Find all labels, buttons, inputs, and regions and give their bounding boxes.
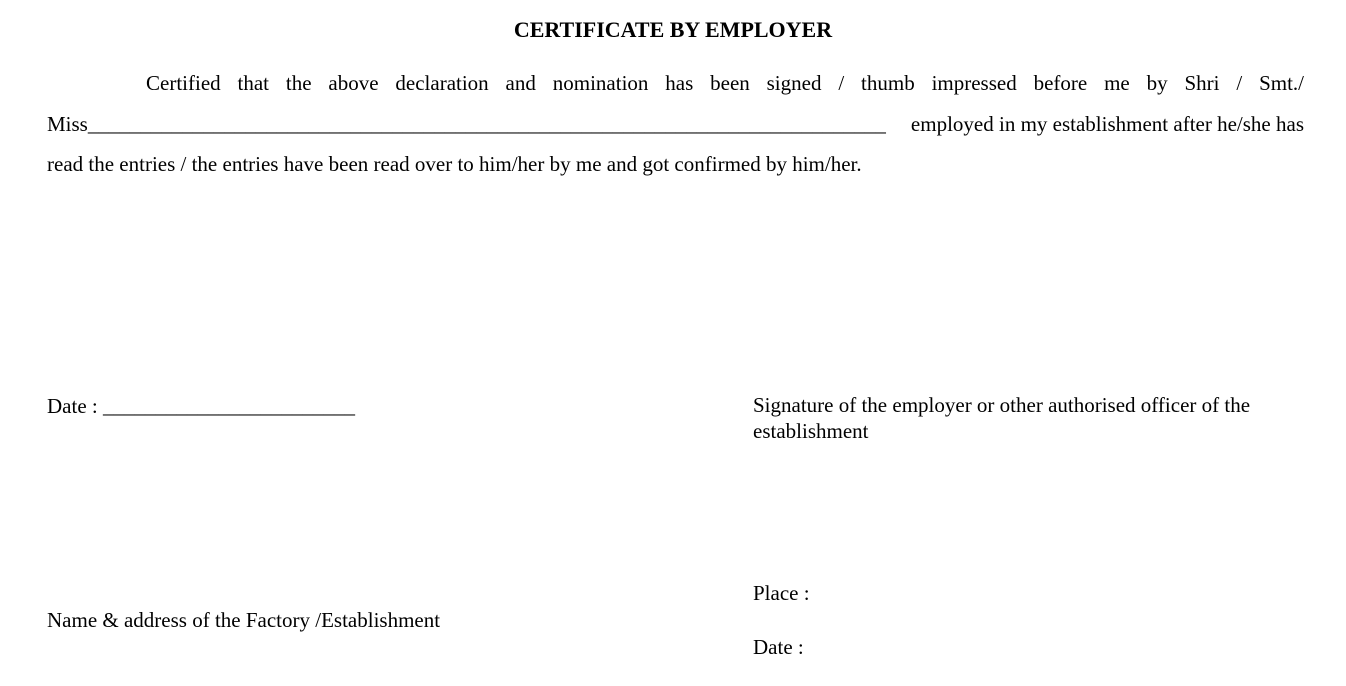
employee-name-blank: ____________________________________________________________________________ [87, 111, 886, 136]
signature-label: Signature of the employer or other authorised officer of the establishment [753, 393, 1251, 443]
certification-paragraph [47, 63, 1304, 185]
place-label: Place : [753, 581, 810, 605]
employed-text: employed in my establishment after he/she has [910, 111, 1304, 136]
paragraph-line-1: Certified that the above declaration and nomination has been signed / thumb impressed before me by Shri / Smt./ [146, 71, 1304, 95]
paragraph-line-2 [47, 104, 1304, 145]
page-title: CERTIFICATE BY EMPLOYER [513, 17, 833, 42]
date-label-right: Date : [753, 635, 804, 659]
paragraph-line-3: read the entries / the entries have been read over to him/her by me and got confirmed by him/her. [47, 152, 862, 176]
employee-name-field[interactable] [47, 104, 886, 145]
miss-label: Miss [47, 111, 88, 136]
date-label: Date : [47, 394, 98, 418]
date-field-left[interactable] [47, 392, 355, 420]
date-blank: ________________________ [102, 394, 355, 418]
factory-address-label: Name & address of the Factory /Establishment [47, 608, 441, 632]
